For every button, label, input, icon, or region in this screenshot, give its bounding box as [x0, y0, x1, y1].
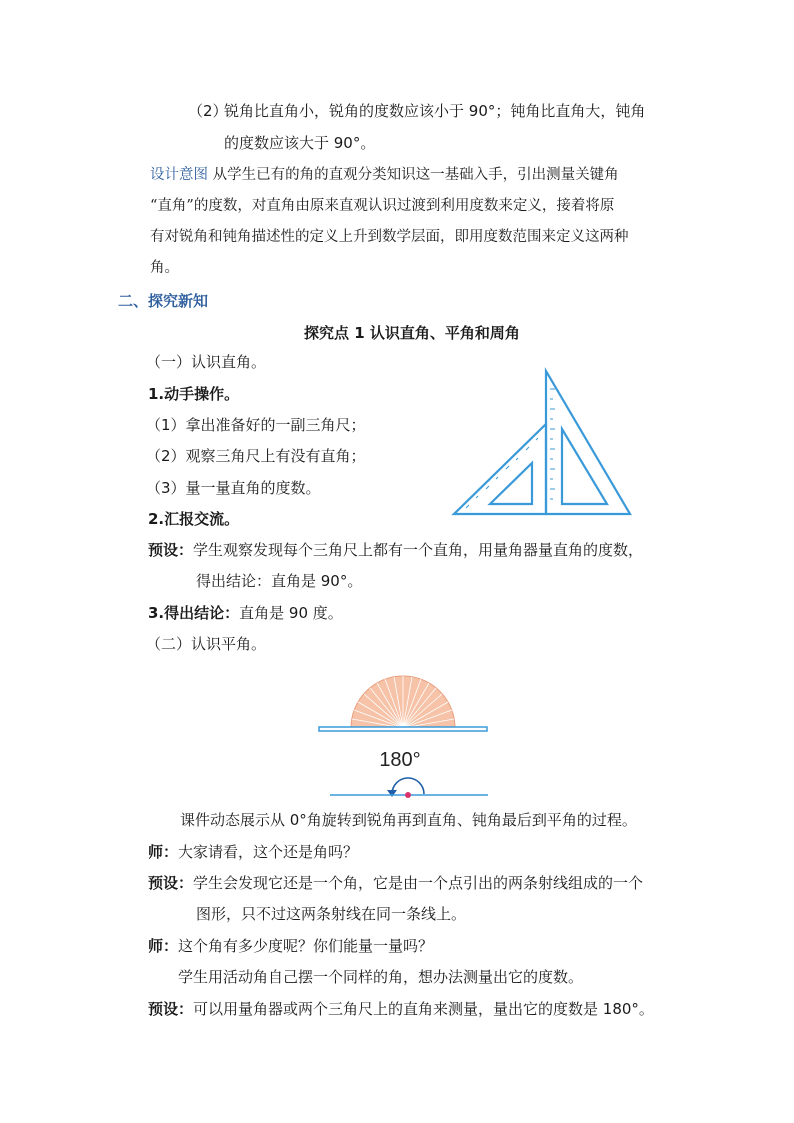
- step-heading: 1.动手操作。: [148, 385, 240, 403]
- set-squares-illustration: [452, 369, 632, 517]
- step-item: （2）观察三角尺上有没有直角；: [146, 447, 366, 465]
- design-intent-label: 设计意图: [150, 167, 208, 183]
- rotation-arc: [392, 778, 424, 794]
- teacher-text: 这个角有多少度呢？你们能量一量吗？: [178, 937, 434, 955]
- preset-line: [148, 873, 643, 893]
- design-intent-line: [150, 165, 619, 185]
- step-heading: 2.汇报交流。: [148, 510, 240, 528]
- paragraph-line: 的度数应该大于 90°。: [224, 134, 376, 152]
- preset-text: 可以用量角器或两个三角尺上的直角来测量，量出它的度数是 180°。: [193, 1000, 654, 1018]
- section-heading: 二、探究新知: [118, 292, 209, 310]
- preset-label: 预设：: [148, 541, 194, 559]
- teacher-text: 大家请看，这个还是角吗？: [178, 843, 359, 861]
- tall-triangle-inner: [562, 429, 607, 504]
- step-item: （3）量一量直角的度数。: [146, 479, 321, 497]
- preset-line: [148, 999, 654, 1019]
- base-bar: [319, 727, 487, 731]
- design-intent-line: 角。: [150, 260, 179, 276]
- angle-label: 180°: [379, 749, 421, 771]
- step-item: （1）拿出准备好的一副三角尺；: [146, 416, 366, 434]
- paragraph-line: 课件动态展示从 0°角旋转到锐角再到直角、钝角最后到平角的过程。: [180, 811, 637, 829]
- vertex-dot: [405, 792, 411, 798]
- arrow-head-icon: [387, 790, 397, 797]
- subsection-title: 探究点 1 认识直角、平角和周角: [304, 324, 520, 342]
- teacher-label: 师：: [148, 937, 179, 955]
- preset-label: 预设：: [148, 874, 194, 892]
- teacher-line: [148, 842, 358, 862]
- conclusion-text: 直角是 90 度。: [239, 604, 343, 622]
- straight-angle-illustration: [316, 670, 492, 806]
- preset-label: 预设：: [148, 1000, 194, 1018]
- design-intent-text: 从学生已有的角的直观分类知识这一基础入手，引出测量关键角: [212, 167, 619, 183]
- item-number: （2）: [188, 102, 228, 120]
- preset-text: 学生观察发现每个三角尺上都有一个直角，用量角器量直角的度数，: [193, 541, 644, 559]
- preset-line: [148, 540, 643, 560]
- isosceles-triangle-inner: [490, 463, 532, 504]
- design-intent-line: “直角”的度数，对直角由原来直观认识过渡到利用度数来定义，接着将原: [150, 198, 615, 214]
- preset-line: 图形，只不过这两条射线在同一条线上。: [196, 905, 467, 923]
- teacher-line: [148, 936, 433, 956]
- paragraph-line: 学生用活动角自己摆一个同样的角，想办法测量出它的度数。: [178, 968, 584, 986]
- tall-triangle: [546, 371, 630, 514]
- preset-text: 学生会发现它还是一个角，它是由一个点引出的两条射线组成的一个: [193, 874, 644, 892]
- conclusion-line: [148, 603, 343, 623]
- teacher-label: 师：: [148, 843, 179, 861]
- preset-line: 得出结论：直角是 90°。: [196, 572, 363, 590]
- design-intent-line: 有对锐角和钝角描述性的定义上升到数学层面，即用度数范围来定义这两种: [150, 229, 629, 245]
- part-heading: （二）认识平角。: [146, 635, 267, 653]
- part-heading: （一）认识直角。: [146, 353, 267, 371]
- paragraph-line: 锐角比直角小，锐角的度数应该小于 90°；钝角比直角大，钝角: [224, 102, 646, 120]
- conclusion-label: 3.得出结论：: [148, 604, 240, 622]
